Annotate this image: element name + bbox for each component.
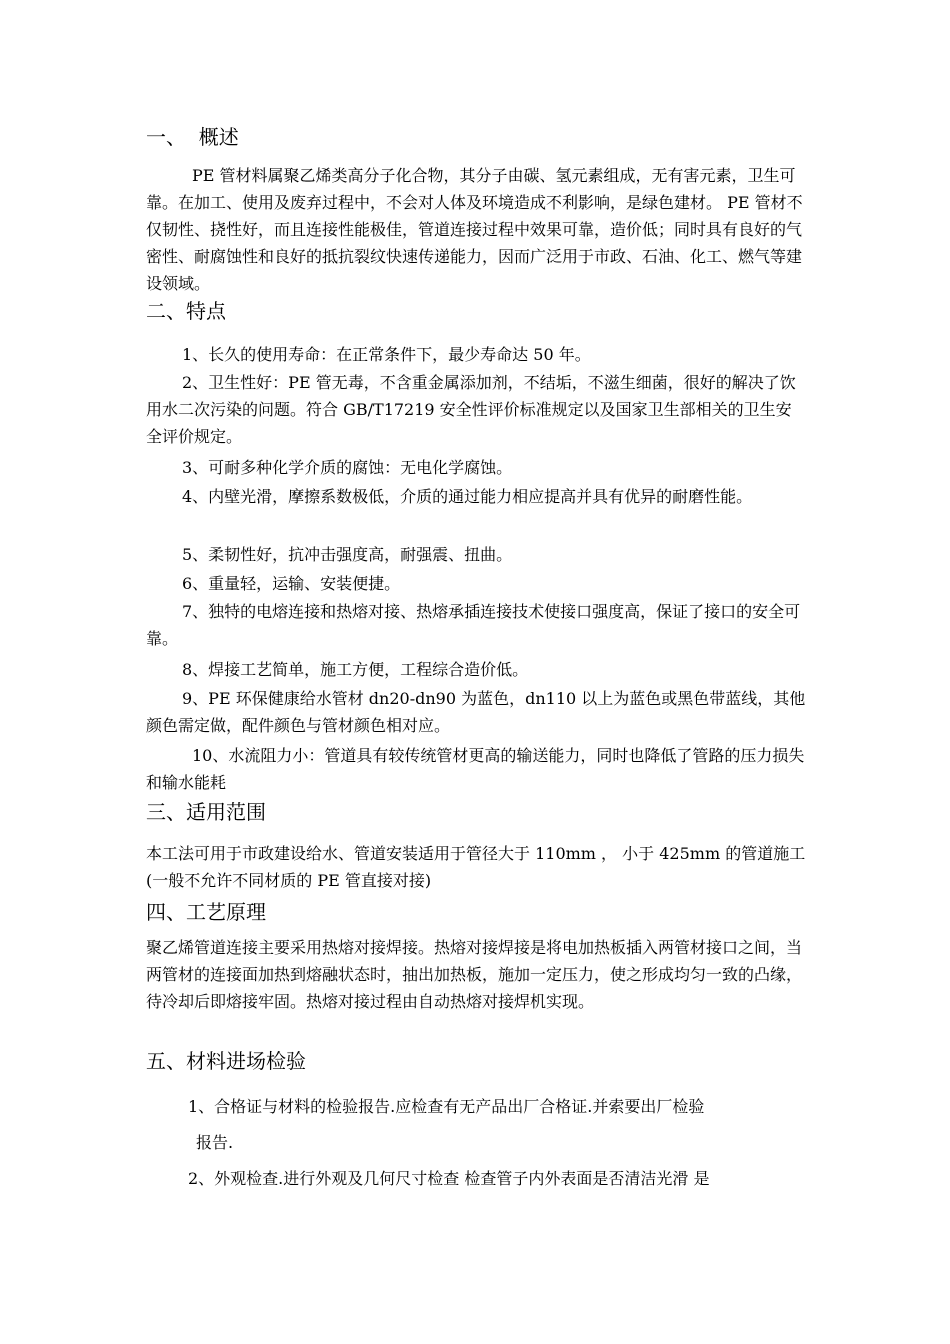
section-heading-scope: 三、适用范围 (146, 800, 266, 824)
scope-paragraph: 本工法可用于市政建设给水、管道安装适用于管径大于 110mm ， 小于 425mm 的管道施工(一般不允许不同材质的 PE 管直接对接) (146, 844, 806, 890)
feature-item-10: 10、水流阻力小：管道具有较传统管材更高的输送能力，同时也降低了管路的压力损失和输水能耗 (146, 746, 805, 792)
section-heading-overview: 一、 概述 (146, 125, 239, 149)
inspection-item-1-line-1: 1、合格证与材料的检验报告.应检查有无产品出厂合格证.并索要出厂检验 (188, 1097, 705, 1116)
feature-item-2: 2、卫生性好：PE 管无毒，不含重金属添加剂，不结垢，不滋生细菌，很好的解决了饮用水二次污染的问题。符合 GB/T17219 安全性评价标准规定以及国家卫生部相关的卫生安全评价规定。 (146, 373, 796, 446)
inspection-item-1-line-2: 报告. (196, 1133, 234, 1152)
feature-item-3: 3、可耐多种化学介质的腐蚀：无电化学腐蚀。 (182, 458, 513, 477)
feature-item-4: 4、内壁光滑，摩擦系数极低，介质的通过能力相应提高并具有优异的耐磨性能。 (182, 487, 753, 506)
feature-item-6: 6、重量轻，运输、安装便捷。 (182, 574, 401, 593)
feature-item-8: 8、焊接工艺简单，施工方便，工程综合造价低。 (182, 660, 529, 679)
feature-item-7: 7、独特的电熔连接和热熔对接、热熔承插连接技术使接口强度高，保证了接口的安全可靠。 (146, 602, 801, 648)
principle-paragraph: 聚乙烯管道连接主要采用热熔对接焊接。热熔对接焊接是将电加热板插入两管材接口之间，当两管材的连接面加热到熔融状态时，抽出加热板，施加一定压力，使之形成均匀一致的凸缘，待冷却后即熔接牢固。热熔对接过程由自动热熔对接焊机实现。 (146, 938, 803, 1011)
inspection-item-2: 2、外观检查.进行外观及几何尺寸检查 检查管子内外表面是否清洁光滑 是 (188, 1169, 710, 1188)
section-heading-inspection: 五、材料进场检验 (146, 1049, 306, 1073)
overview-paragraph: PE 管材料属聚乙烯类高分子化合物，其分子由碳、氢元素组成，无有害元素，卫生可靠。在加工、使用及废弃过程中，不会对人体及环境造成不利影响，是绿色建材。 PE 管材不仅韧性、挠性好，而且连接性能极佳，管道连接过程中效果可靠，造价低；同时具有良好的气密性、耐腐蚀性和良好的抵抗裂纹快速传递能力，因而广泛用于市政、石油、化工、燃气等建设领域。 (146, 166, 803, 293)
feature-item-1: 1、长久的使用寿命：在正常条件下，最少寿命达 50 年。 (182, 345, 591, 364)
feature-item-5: 5、柔韧性好，抗冲击强度高，耐强震、扭曲。 (182, 545, 513, 564)
feature-item-9: 9、PE 环保健康给水管材 dn20-dn90 为蓝色，dn110 以上为蓝色或黑色带蓝线，其他颜色需定做，配件颜色与管材颜色相对应。 (146, 689, 806, 735)
section-heading-principle: 四、工艺原理 (146, 900, 266, 924)
section-heading-features: 二、特点 (146, 299, 226, 323)
